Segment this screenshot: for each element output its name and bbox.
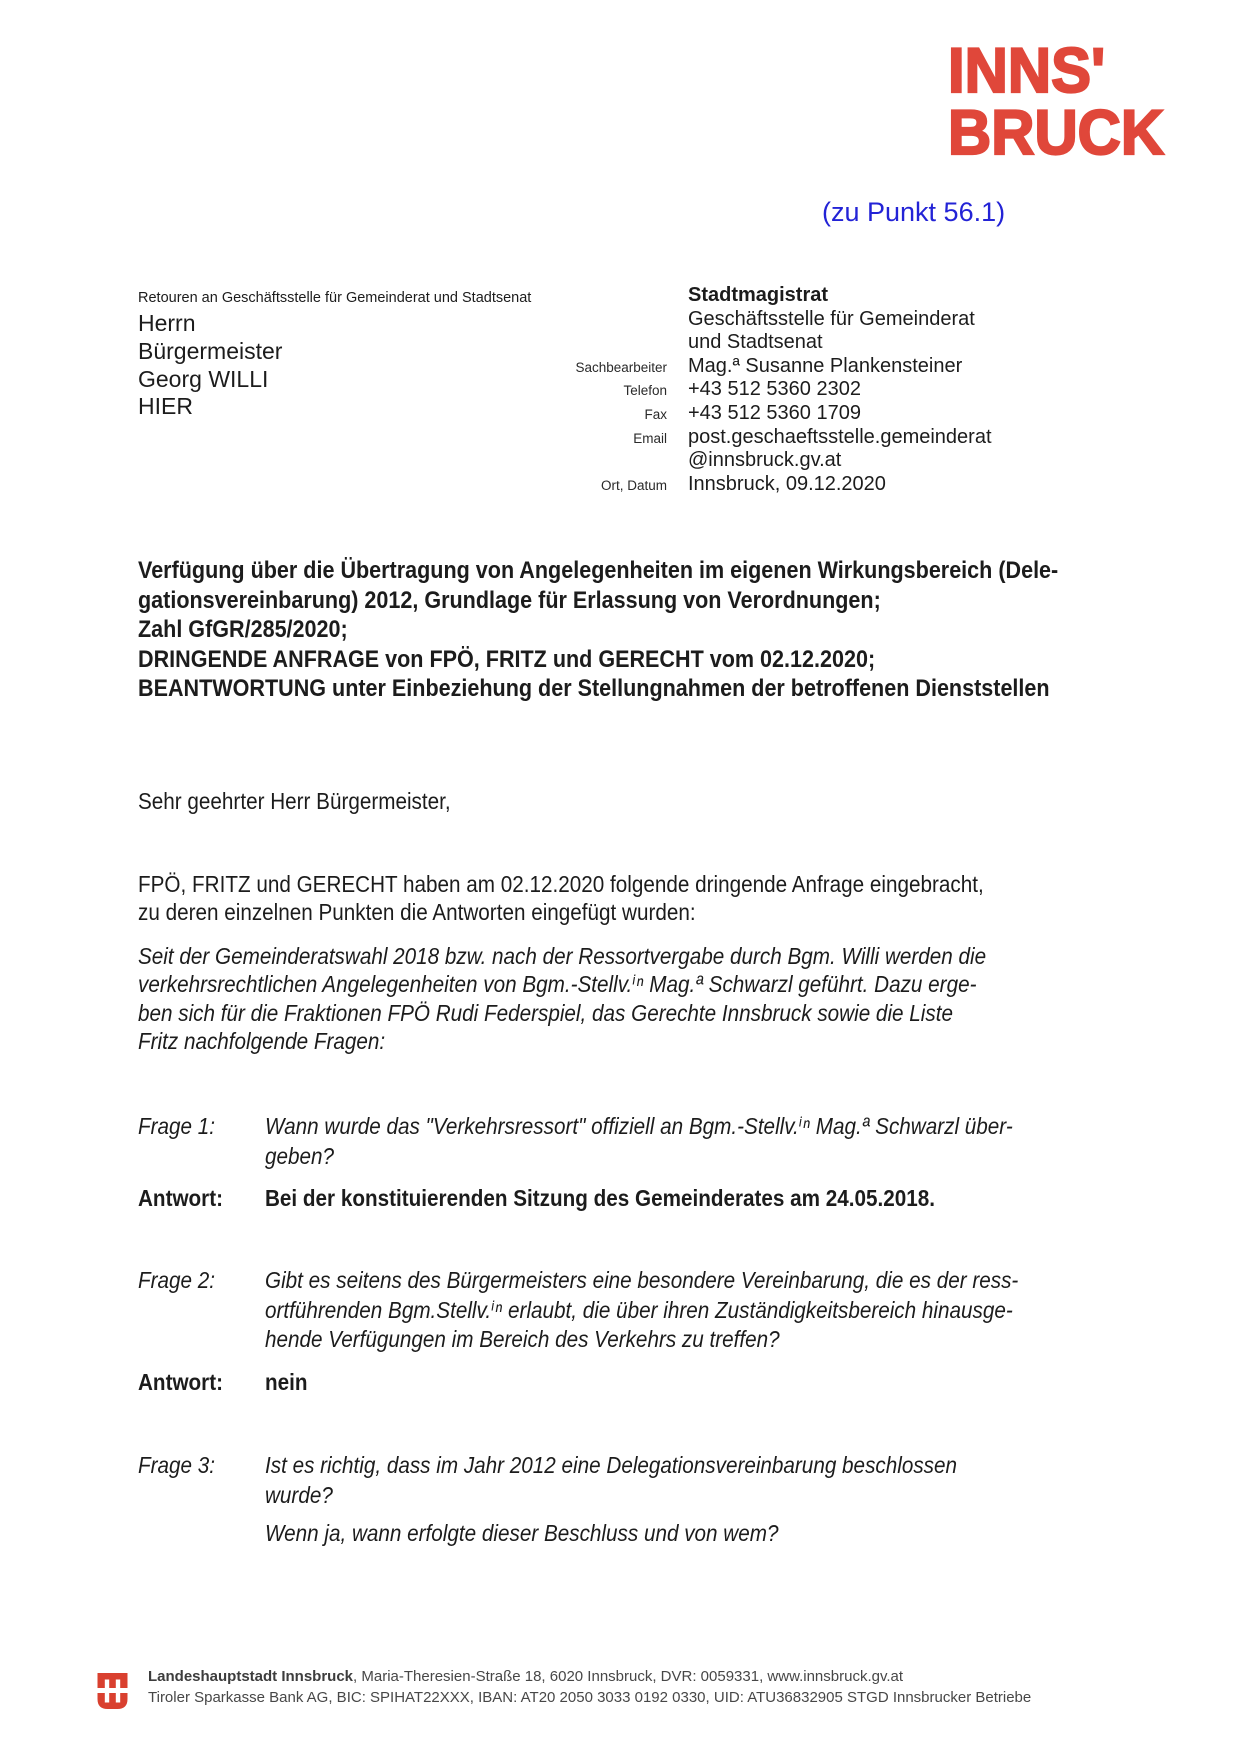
phone-number: +43 512 5360 2302: [688, 378, 861, 401]
answer-2-text: nein: [265, 1369, 308, 1395]
question-3-line: wurde?: [265, 1481, 333, 1508]
email-label: Email: [633, 430, 667, 446]
question-2-block: [138, 1266, 1198, 1355]
email-address-part1: post.geschaeftsstelle.gemeinderat: [688, 425, 992, 448]
question-3-followup: [138, 1519, 1198, 1549]
inquiry-quote-paragraph: [138, 942, 1102, 1056]
question-2-line: Gibt es seitens des Bürgermeisters eine besondere Vereinbarung, die es der ress-: [265, 1267, 1019, 1293]
sender-row: [510, 308, 1110, 332]
quote-line: Fritz nachfolgende Fragen:: [138, 1028, 386, 1055]
intro-line: FPÖ, FRITZ und GERECHT haben am 02.12.2020 folgende dringende Anfrage eingebracht,: [138, 871, 984, 897]
answer-1-label: Antwort:: [138, 1185, 224, 1211]
question-2-line: hende Verfügungen im Bereich des Verkehrs zu treffen?: [265, 1326, 780, 1352]
recipient-address-block: [138, 289, 531, 421]
footer-block: [148, 1666, 1031, 1708]
subject-reference-number: Zahl GfGR/285/2020;: [138, 616, 348, 644]
question-3-block: [138, 1451, 1198, 1510]
city-arms-icon: [96, 1673, 129, 1714]
subject-line: gationsvereinbarung) 2012, Grundlage für Erlassung von Verordnungen;: [138, 586, 881, 614]
footer-org-name: Landeshauptstadt Innsbruck: [148, 1668, 354, 1685]
sender-row: [510, 355, 1110, 379]
return-address-note: Retouren an Geschäftsstelle für Gemeinderat und Stadtsenat: [138, 290, 532, 306]
sender-contact-block: [510, 284, 1110, 496]
innsbruck-logo: [948, 36, 1175, 168]
subject-block: [138, 556, 1198, 704]
intro-paragraph: [138, 870, 1099, 927]
question-1-block: [138, 1112, 1198, 1171]
phone-label: Telefon: [623, 383, 667, 399]
question-1-line: geben?: [265, 1142, 335, 1169]
quote-line: verkehrsrechtlichen Angelegenheiten von Bgm.-Stellv.ⁱⁿ Mag.ª Schwarzl geführt. Dazu erge-: [138, 971, 977, 998]
sender-department: Stadtmagistrat: [688, 284, 829, 306]
salutation-text: Sehr geehrter Herr Bürgermeister,: [138, 788, 451, 814]
sender-row: [510, 284, 1110, 308]
answer-1-block: [138, 1184, 1198, 1214]
question-2-line: ortführenden Bgm.Stellv.ⁱⁿ erlaubt, die über ihren Zuständigkeitsbereich hinausge-: [265, 1296, 1013, 1323]
sender-row: [510, 378, 1110, 402]
subject-line: DRINGENDE ANFRAGE von FPÖ, FRITZ und GERECHT vom 02.12.2020;: [138, 645, 876, 673]
footer-line-2: Tiroler Sparkasse Bank AG, BIC: SPIHAT22XXX, IBAN: AT20 2050 3033 0192 0330, UID: ATU36832905 STGD Innsbrucker Betriebe: [148, 1689, 1032, 1706]
subject-line: BEANTWORTUNG unter Einbeziehung der Stellungnahmen der betroffenen Dienststellen: [138, 675, 1050, 703]
footer-address: , Maria-Theresien-Straße 18, 6020 Innsbruck, DVR: 0059331, www.innsbruck.gv.at: [353, 1668, 904, 1685]
agenda-reference-note: (zu Punkt 56.1): [822, 197, 1006, 227]
question-2-label: Frage 2:: [138, 1267, 216, 1293]
clerk-name: Mag.ª Susanne Plankensteiner: [688, 354, 963, 377]
quote-line: Seit der Gemeinderatswahl 2018 bzw. nach der Ressortvergabe durch Bgm. Willi werden die: [138, 943, 987, 969]
innsbruck-logo-bottom: BRUCK: [948, 98, 1165, 168]
recipient-line: Herrn: [138, 310, 196, 336]
question-3-label: Frage 3:: [138, 1452, 216, 1478]
recipient-line: Bürgermeister: [138, 337, 283, 364]
sender-row: [510, 402, 1110, 426]
sender-row: [510, 331, 1110, 355]
recipient-line: HIER: [138, 393, 193, 420]
salutation: [138, 788, 493, 815]
sender-office-line: Geschäftsstelle für Gemeinderat: [688, 307, 975, 330]
sender-office-line: und Stadtsenat: [688, 331, 823, 354]
sender-row: [510, 426, 1110, 450]
question-1-line: Wann wurde das "Verkehrsressort" offiziell an Bgm.-Stellv.ⁱⁿ Mag.ª Schwarzl über-: [265, 1113, 1013, 1139]
quote-line: ben sich für die Fraktionen FPÖ Rudi Federspiel, das Gerechte Innsbruck sowie die Liste: [138, 999, 953, 1026]
answer-2-label: Antwort:: [138, 1369, 224, 1395]
answer-2-block: [138, 1368, 1198, 1398]
place-date-value: Innsbruck, 09.12.2020: [688, 472, 886, 495]
email-address-part2: @innsbruck.gv.at: [688, 449, 842, 472]
question-1-label: Frage 1:: [138, 1113, 216, 1139]
place-date-label: Ort, Datum: [600, 477, 667, 493]
sender-row: [510, 473, 1110, 497]
sender-row: [510, 449, 1110, 473]
question-3-followup-line: Wenn ja, wann erfolgte dieser Beschluss und von wem?: [265, 1520, 779, 1546]
subject-line: Verfügung über die Übertragung von Angelegenheiten im eigenen Wirkungsbereich (Dele-: [138, 557, 1059, 584]
intro-line: zu deren einzelnen Punkten die Antworten eingefügt wurden:: [138, 899, 696, 926]
answer-1-text: Bei der konstituierenden Sitzung des Gemeinderates am 24.05.2018.: [265, 1185, 936, 1211]
question-3-line: Ist es richtig, dass im Jahr 2012 eine Delegationsvereinbarung beschlossen: [265, 1452, 958, 1478]
footer-line-1: [148, 1666, 1031, 1687]
innsbruck-logo-top: INNS': [948, 36, 1106, 106]
fax-label: Fax: [644, 406, 667, 422]
recipient-line: Georg WILLI: [138, 365, 269, 392]
fax-number: +43 512 5360 1709: [688, 401, 861, 424]
clerk-label: Sachbearbeiter: [575, 359, 667, 375]
